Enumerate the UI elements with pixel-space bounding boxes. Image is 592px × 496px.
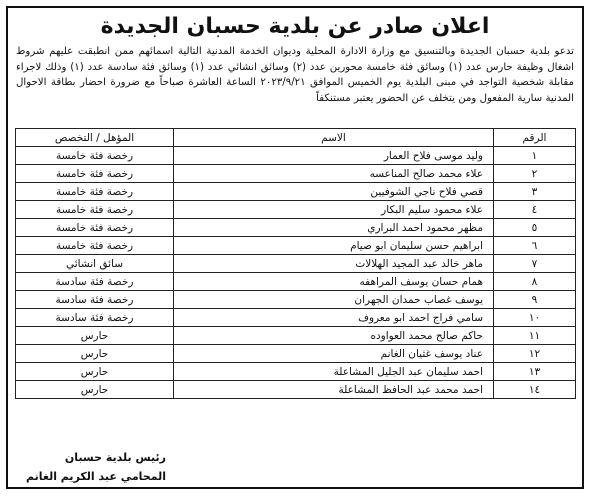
row-number: ٣ <box>494 183 576 201</box>
table-row <box>16 183 576 201</box>
header-number: الرقم <box>494 129 576 147</box>
table-row <box>16 273 576 291</box>
row-name: مظهر محمود احمد البراري <box>174 219 494 237</box>
header-name: الاسم <box>174 129 494 147</box>
row-qualification: رخصة فئة سادسة <box>16 273 174 291</box>
table-row <box>16 219 576 237</box>
row-number: ٥ <box>494 219 576 237</box>
signature-title: رئيس بلدية حسبان <box>64 451 166 464</box>
candidates-table <box>15 128 576 399</box>
row-name: همام حسان يوسف المراهفه <box>174 273 494 291</box>
row-qualification: رخصة فئة سادسة <box>16 291 174 309</box>
row-qualification: رخصة فئة خامسة <box>16 219 174 237</box>
row-number: ٦ <box>494 237 576 255</box>
announcement-intro: تدعو بلدية حسبان الجديدة وبالتنسيق مع وزارة الادارة المحلية وديوان الخدمة المدنية التالية اسمائهم ممن انطبقت عليهم شروط اشغال وظيفة حارس عدد (١) وسائق فئة خامسة محورين عدد (٢) وسائق انشائي عدد (١) وسائق فئة سادسة عدد (١) وذلك لاجراء مقابلة شخصية التواجد في مبنى البلدية يوم الخميس الموافق ٢٠٢٣/٩/٢١ الساعة العاشرة صباحاً مع ضرورة احضار بطاقة الاحوال المدنية سارية المفعول ومن يتخلف عن الحضور يعتبر مستنكفاً <box>16 46 575 104</box>
row-number: ١١ <box>494 327 576 345</box>
table-row <box>16 363 576 381</box>
row-qualification: رخصة فئة سادسة <box>16 309 174 327</box>
row-name: يوسف غصاب حمدان الجهران <box>174 291 494 309</box>
row-name: عناد يوسف غثيان الغانم <box>174 345 494 363</box>
header-qualification: المؤهل / التخصص <box>16 129 174 147</box>
row-number: ٧ <box>494 255 576 273</box>
table-row <box>16 345 576 363</box>
row-number: ١ <box>494 147 576 165</box>
announcement-title: اعلان صادر عن بلدية حسبان الجديدة <box>100 14 490 39</box>
row-number: ١٤ <box>494 381 576 399</box>
row-qualification: حارس <box>16 327 174 345</box>
table-row <box>16 291 576 309</box>
announcement-frame <box>6 6 584 489</box>
table-row <box>16 309 576 327</box>
signature-block <box>16 448 166 486</box>
table-row <box>16 255 576 273</box>
table-row <box>16 165 576 183</box>
row-qualification: حارس <box>16 381 174 399</box>
table-row <box>16 147 576 165</box>
table-row <box>16 327 576 345</box>
row-name: ابراهيم حسن سليمان ابو صيام <box>174 237 494 255</box>
row-name: سامي فراج احمد ابو معروف <box>174 309 494 327</box>
row-name: قصي فلاح ناجي الشوفيين <box>174 183 494 201</box>
row-qualification: حارس <box>16 345 174 363</box>
row-number: ٨ <box>494 273 576 291</box>
row-number: ٤ <box>494 201 576 219</box>
signature-name: المحامي عبد الكريم الغانم <box>25 470 166 483</box>
row-name: احمد سليمان عبد الجليل المشاعلة <box>174 363 494 381</box>
row-qualification: رخصة فئة خامسة <box>16 165 174 183</box>
table-row <box>16 381 576 399</box>
row-number: ٩ <box>494 291 576 309</box>
row-name: وليد موسى فلاح العمار <box>174 147 494 165</box>
row-qualification: رخصة فئة خامسة <box>16 147 174 165</box>
row-qualification: حارس <box>16 363 174 381</box>
row-qualification: سائق انشائي <box>16 255 174 273</box>
table-row <box>16 237 576 255</box>
row-name: حاكم صالح محمد العواوده <box>174 327 494 345</box>
row-name: علاء محمد صالح المناعسه <box>174 165 494 183</box>
row-name: ماهر خالد عبد المجيد الهلالات <box>174 255 494 273</box>
row-number: ١٠ <box>494 309 576 327</box>
row-qualification: رخصة فئة خامسة <box>16 237 174 255</box>
table-header-row <box>16 129 576 147</box>
row-qualification: رخصة فئة خامسة <box>16 183 174 201</box>
row-number: ٢ <box>494 165 576 183</box>
row-name: علاء محمود سليم البكار <box>174 201 494 219</box>
row-number: ١٣ <box>494 363 576 381</box>
row-number: ١٢ <box>494 345 576 363</box>
row-qualification: رخصة فئة خامسة <box>16 201 174 219</box>
table-row <box>16 201 576 219</box>
row-name: احمد محمد عبد الحافظ المشاعلة <box>174 381 494 399</box>
